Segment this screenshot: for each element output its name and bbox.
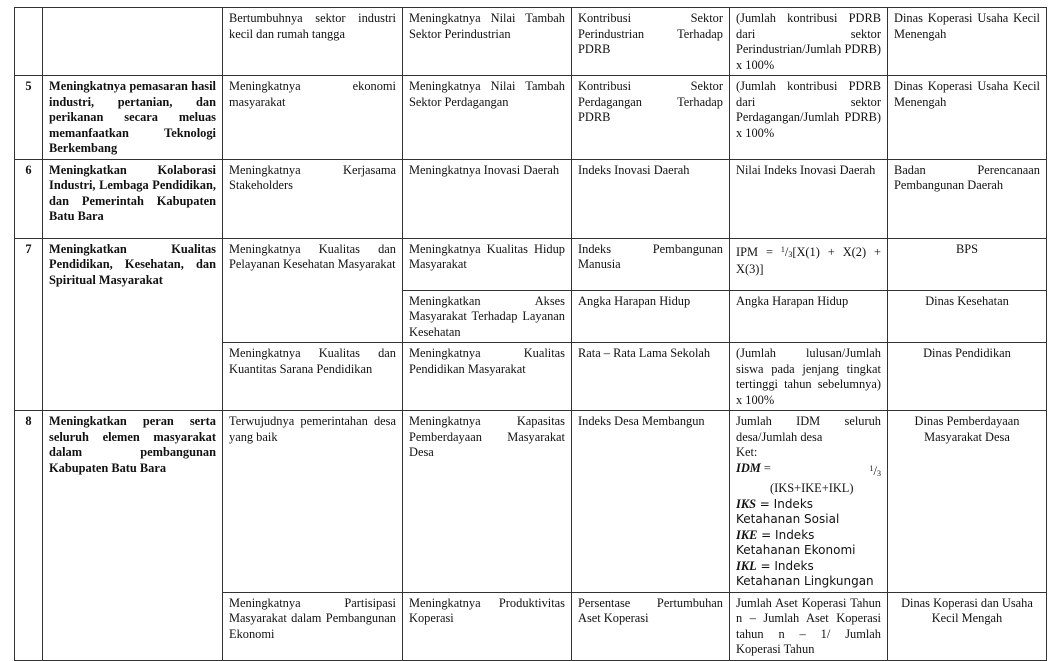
- indicator-cell: Kontribusi Sektor Perindustrian Terhadap PDRB: [572, 8, 730, 76]
- outcome-cell: Meningkatnya Kualitas Hidup Masyarakat: [403, 238, 572, 290]
- goal-cell: [43, 8, 223, 76]
- ikl-text: Indeks Ketahanan Lingkungan: [736, 558, 874, 588]
- program-cell: Meningkatnya Partisipasi Masyarakat dalam Pembangunan Ekonomi: [223, 592, 403, 660]
- outcome-cell: Meningkatnya Kapasitas Pemberdayaan Masyarakat Desa: [403, 411, 572, 593]
- outcome-cell: Meningkatkan Akses Masyarakat Terhadap Layanan Kesehatan: [403, 290, 572, 343]
- indicator-cell: Persentase Pertumbuhan Aset Koperasi: [572, 592, 730, 660]
- table-row: [15, 238, 1047, 290]
- fraction-numerator: 1: [869, 463, 874, 473]
- idm-key: IDM: [736, 460, 761, 475]
- goal-cell: Meningkatnya pemasaran hasil industri, pertanian, dan perikanan secara meluas memanfaatkan Teknologi Berkembang: [43, 76, 223, 160]
- agency-cell: BPS: [888, 238, 1047, 290]
- agency-cell: Dinas Pemberdayaan Masyarakat Desa: [888, 411, 1047, 593]
- fraction-denominator: 3: [877, 468, 881, 478]
- table-row: [15, 8, 1047, 76]
- program-cell: Meningkatnya Kualitas dan Pelayanan Kesehatan Masyarakat: [223, 238, 403, 343]
- outcome-cell: Meningkatnya Nilai Tambah Sektor Perindustrian: [403, 8, 572, 76]
- formula-cell: (Jumlah kontribusi PDRB dari sektor Perdagangan/Jumlah PDRB) x 100%: [730, 76, 888, 160]
- agency-cell: Dinas Koperasi Usaha Kecil Menengah: [888, 8, 1047, 76]
- table-row: [15, 159, 1047, 238]
- table-row: [15, 411, 1047, 593]
- program-cell: Meningkatnya Kerjasama Stakeholders: [223, 159, 403, 238]
- indicator-cell: Angka Harapan Hidup: [572, 290, 730, 343]
- indicator-cell: Indeks Desa Membangun: [572, 411, 730, 593]
- formula-line: Jumlah IDM seluruh desa/Jumlah desa: [736, 414, 881, 444]
- formula-cell: [730, 411, 888, 593]
- agency-cell: Dinas Kesehatan: [888, 290, 1047, 343]
- row-number: 8: [15, 411, 43, 661]
- idm-formula: (IKS+IKE+IKL): [770, 481, 854, 495]
- row-number: 6: [15, 159, 43, 238]
- indicator-cell: Indeks Inovasi Daerah: [572, 159, 730, 238]
- goal-cell: Meningkatkan Kualitas Pendidikan, Kesehatan, dan Spiritual Masyarakat: [43, 238, 223, 411]
- outcome-cell: Meningkatnya Nilai Tambah Sektor Perdagangan: [403, 76, 572, 160]
- iks-definition: IKS = Indeks Ketahanan Sosial: [736, 496, 840, 526]
- goal-cell: Meningkatkan Kolaborasi Industri, Lembaga Pendidikan, dan Pemerintah Kabupaten Batu Bara: [43, 159, 223, 238]
- row-number: 7: [15, 238, 43, 411]
- ike-text: Indeks Ketahanan Ekonomi: [736, 527, 856, 557]
- agency-cell: Badan Perencanaan Pembangunan Daerah: [888, 159, 1047, 238]
- formula-cell: (Jumlah kontribusi PDRB dari sektor Perindustrian/Jumlah PDRB) x 100%: [730, 8, 888, 76]
- fraction: $^1/_3$: [869, 463, 881, 478]
- formula-suffix: [X(1) + X(2) + X(3)]: [736, 244, 881, 276]
- indicator-cell: Indeks Pembangunan Manusia: [572, 238, 730, 290]
- indicator-cell: Kontribusi Sektor Perdagangan Terhadap PDRB: [572, 76, 730, 160]
- program-cell: Terwujudnya pemerintahan desa yang baik: [223, 411, 403, 593]
- indicator-cell: Rata – Rata Lama Sekolah: [572, 343, 730, 411]
- formula-cell: Nilai Indeks Inovasi Daerah: [730, 159, 888, 238]
- iks-key: IKS: [736, 496, 756, 511]
- formula-cell: (Jumlah lulusan/Jumlah siswa pada jenjang tingkat tertinggi tahun sebelumnya) x 100%: [730, 343, 888, 411]
- agency-cell: Dinas Koperasi dan Usaha Kecil Mengah: [888, 592, 1047, 660]
- table-row: [15, 76, 1047, 160]
- formula-note-label: Ket:: [736, 445, 758, 459]
- fraction: $^1/_3$: [780, 244, 793, 259]
- agency-cell: Dinas Koperasi Usaha Kecil Menengah: [888, 76, 1047, 160]
- ikl-key: IKL: [736, 558, 757, 573]
- formula-cell: Angka Harapan Hidup: [730, 290, 888, 343]
- formula-cell: Jumlah Aset Koperasi Tahun n – Jumlah Aset Koperasi tahun n – 1/ Jumlah Koperasi Tahun: [730, 592, 888, 660]
- indicator-table: [14, 7, 1047, 661]
- outcome-cell: Meningkatnya Kualitas Pendidikan Masyarakat: [403, 343, 572, 411]
- formula-prefix: IPM =: [736, 244, 781, 259]
- outcome-cell: Meningkatnya Produktivitas Koperasi: [403, 592, 572, 660]
- outcome-cell: Meningkatnya Inovasi Daerah: [403, 159, 572, 238]
- idm-definition: IDM = $^1/_3$: [736, 461, 881, 482]
- program-cell: Meningkatnya ekonomi masyarakat: [223, 76, 403, 160]
- ike-key: IKE: [736, 527, 758, 542]
- goal-cell: Meningkatkan peran serta seluruh elemen masyarakat dalam pembangunan Kabupaten Batu Bara: [43, 411, 223, 661]
- fraction-numerator: 1: [780, 244, 785, 254]
- iks-text: Indeks Ketahanan Sosial: [736, 496, 840, 526]
- ikl-definition: IKL = Indeks Ketahanan Lingkungan: [736, 558, 874, 588]
- formula-cell: [730, 238, 888, 290]
- fraction-denominator: 3: [788, 249, 793, 259]
- program-cell: Meningkatnya Kualitas dan Kuantitas Sarana Pendidikan: [223, 343, 403, 411]
- row-number: 5: [15, 76, 43, 160]
- agency-cell: Dinas Pendidikan: [888, 343, 1047, 411]
- ike-definition: IKE = Indeks Ketahanan Ekonomi: [736, 527, 856, 557]
- row-number: [15, 8, 43, 76]
- program-cell: Bertumbuhnya sektor industri kecil dan rumah tangga: [223, 8, 403, 76]
